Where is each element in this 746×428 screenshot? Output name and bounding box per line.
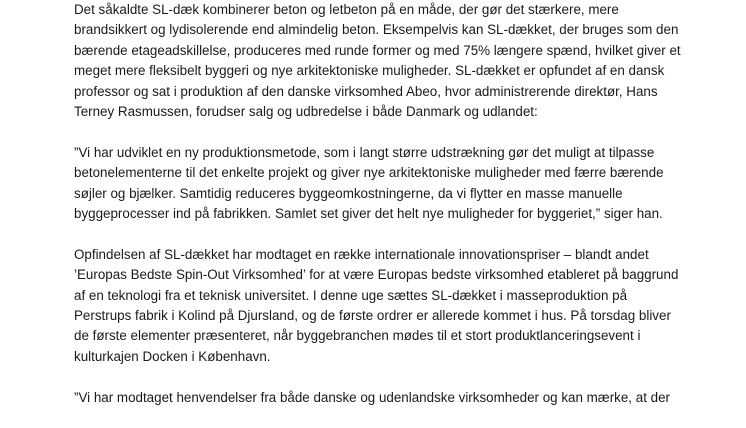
- document-page: [74, 0, 714, 428]
- text-line: kulturkajen Docken i København.: [74, 348, 271, 364]
- text-line: ”Vi har udviklet en ny produktionsmetode, som i langt større udstrækning gør det muligt at tilpasse: [74, 144, 655, 160]
- paragraph-sl-deck-intro: [74, 0, 714, 122]
- text-line: bærende etageadskillelse, produceres med runde former og med 75% længere spænd, hvilket giver et: [74, 42, 681, 58]
- paragraph-quote-inquiries: [74, 388, 714, 408]
- text-line: Terney Rasmussen, forudser salg og udbredelse i både Danmark og udlandet:: [74, 104, 538, 120]
- text-line: søjler og bjælker. Samtidig reduceres byggeomkostningerne, da vi flytter en masse manuelle: [74, 185, 623, 201]
- text-line: betonelementerne til det enkelte projekt og giver nye arkitektoniske muligheder med færre bærende: [74, 165, 664, 181]
- text-line: professor og sat i produktion af den danske virksomhed Abeo, hvor administrerende direktør, Hans: [74, 83, 658, 99]
- text-line: ”Vi har modtaget henvendelser fra både danske og udenlandske virksomheder og kan mærke, at der: [74, 389, 670, 405]
- text-line: Opfindelsen af SL-dækket har modtaget en række internationale innovationspriser – blandt andet: [74, 246, 649, 262]
- text-line: brandsikkert og lydisolerende end almindelig beton. Eksempelvis kan SL-dækket, der bruges som den: [74, 22, 679, 38]
- text-line: meget mere fleksibelt byggeri og nye arkitektoniske muligheder. SL-dækket er opfundet af en dansk: [74, 63, 665, 79]
- text-line: ’Europas Bedste Spin-Out Virksomhed’ for at være Europas bedste virksomhed etableret på baggrund: [74, 267, 679, 283]
- text-line: af en teknologi fra et teknisk universitet. I denne uge sættes SL-dækket i masseproduktion på: [74, 287, 628, 303]
- paragraph-innovation-awards: [74, 245, 714, 367]
- text-line: Perstrups fabrik i Kolind på Djursland, og de første ordrer er allerede kommet i hus. På torsdag bliver: [74, 308, 671, 324]
- paragraph-quote-production: [74, 143, 714, 225]
- text-line: byggeprocesser ind på fabrikken. Samlet set giver det helt nye muligheder for byggeriet,” siger han.: [74, 206, 663, 222]
- text-line: Det såkaldte SL-dæk kombinerer beton og letbeton på en måde, der gør det stærkere, mere: [74, 2, 619, 17]
- text-line: de første elementer præsenteret, når byggebranchen mødes til et stort produktlanceringsevent i: [74, 328, 641, 344]
